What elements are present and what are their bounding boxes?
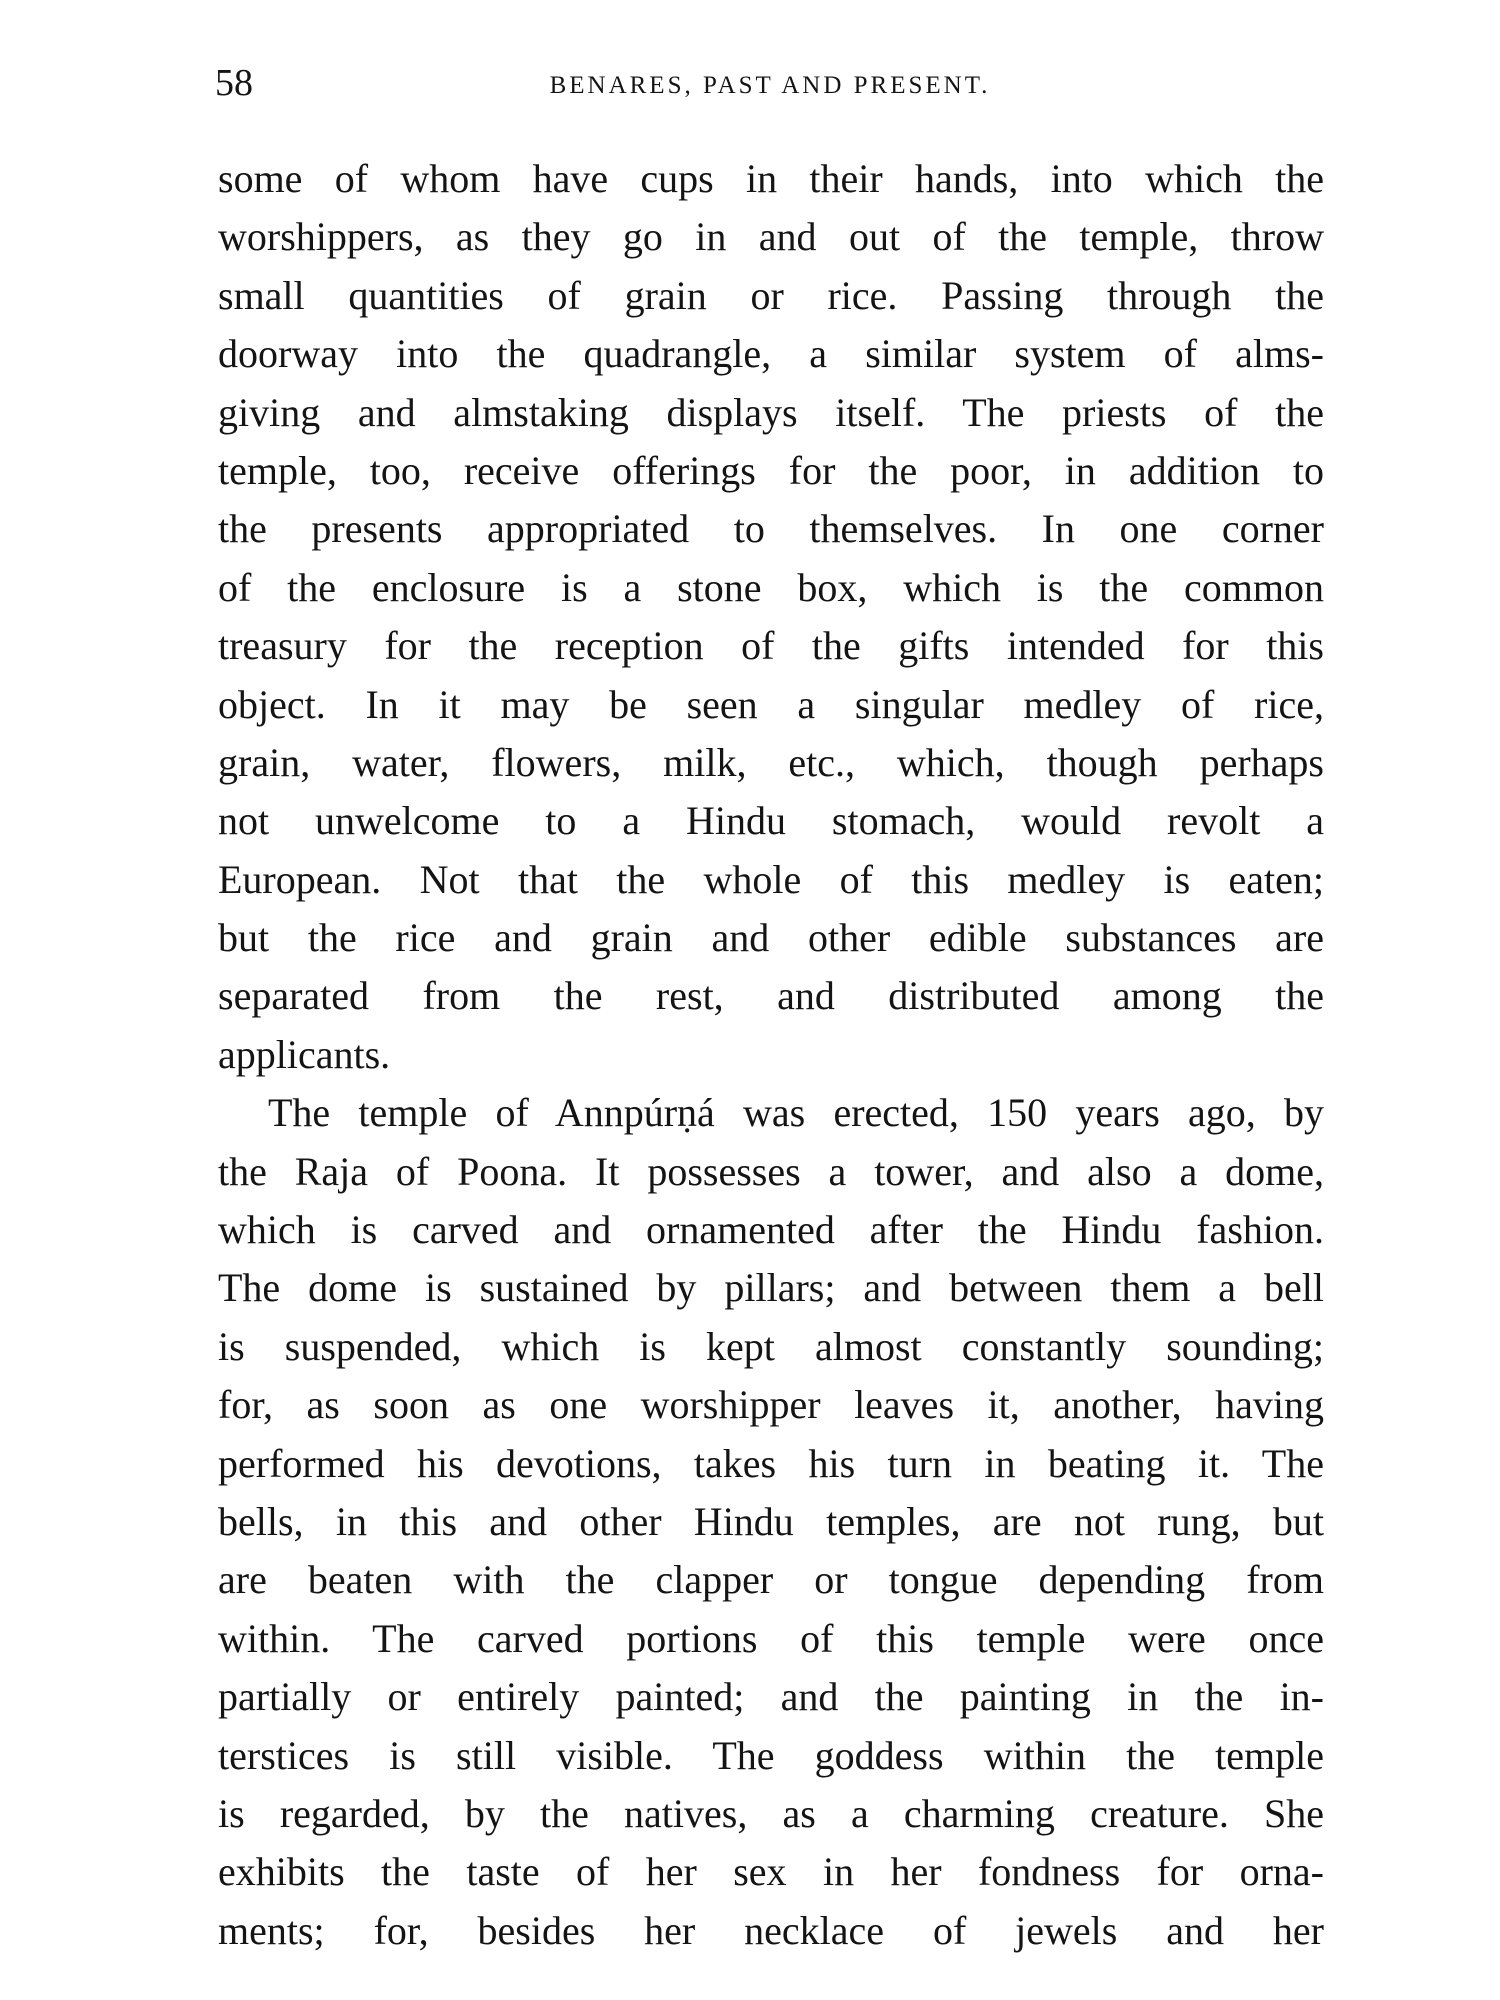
text-line: but the rice and grain and other edible substances are [218, 915, 1324, 961]
text-line: treasury for the reception of the gifts intended for this [218, 623, 1324, 669]
running-title: BENARES, PAST AND PRESENT. [549, 72, 991, 99]
text-line: within. The carved portions of this temple were once [218, 1615, 1324, 1661]
text-line: performed his devotions, takes his turn in beating it. The [218, 1440, 1324, 1486]
paragraph-2 [218, 1084, 1324, 1960]
text-line: are beaten with the clapper or tongue depending from [218, 1557, 1324, 1603]
text-line: object. In it may be seen a singular medley of rice, [218, 681, 1324, 727]
text-line: worshippers, as they go in and out of the temple, throw [218, 214, 1324, 260]
text-line: for, as soon as one worshipper leaves it, another, having [218, 1382, 1324, 1428]
text-line: small quantities of grain or rice. Passing through the [218, 272, 1324, 318]
text-line: which is carved and ornamented after the Hindu fashion. [218, 1207, 1324, 1253]
text-line: the presents appropriated to themselves. In one corner [218, 506, 1324, 552]
text-line: bells, in this and other Hindu temples, are not rung, but [218, 1498, 1324, 1544]
text-line: grain, water, flowers, milk, etc., which, though perhaps [218, 739, 1324, 785]
text-line: is regarded, by the natives, as a charming creature. She [218, 1790, 1324, 1836]
text-line: European. Not that the whole of this medley is eaten; [218, 856, 1324, 902]
text-line: separated from the rest, and distributed among the [218, 973, 1324, 1019]
text-line: is suspended, which is kept almost constantly sounding; [218, 1323, 1324, 1369]
text-line: ments; for, besides her necklace of jewels and her [218, 1907, 1324, 1953]
text-line: The dome is sustained by pillars; and between them a bell [218, 1265, 1324, 1311]
text-line: doorway into the quadrangle, a similar system of alms- [218, 331, 1324, 377]
text-line: temple, too, receive offerings for the poor, in addition to [218, 447, 1324, 493]
text-line: The temple of Annpúrṇá was erected, 150 years ago, by [268, 1090, 1324, 1136]
text-line: giving and almstaking displays itself. The priests of the [218, 389, 1324, 435]
text-line: applicants. [218, 1031, 391, 1077]
text-line: not unwelcome to a Hindu stomach, would revolt a [218, 798, 1324, 844]
page-number: 58 [215, 62, 253, 104]
text-line: partially or entirely painted; and the painting in the in- [218, 1674, 1324, 1720]
text-line: terstices is still visible. The goddess within the temple [218, 1732, 1324, 1778]
text-line: the Raja of Poona. It possesses a tower, and also a dome, [218, 1148, 1324, 1194]
text-line: of the enclosure is a stone box, which is the common [218, 564, 1324, 610]
page-header [215, 58, 1325, 108]
paragraph-1 [218, 150, 1324, 1084]
text-line: exhibits the taste of her sex in her fondness for orna- [218, 1849, 1324, 1895]
text-line: some of whom have cups in their hands, into which the [218, 156, 1324, 201]
body-text [218, 150, 1324, 1960]
